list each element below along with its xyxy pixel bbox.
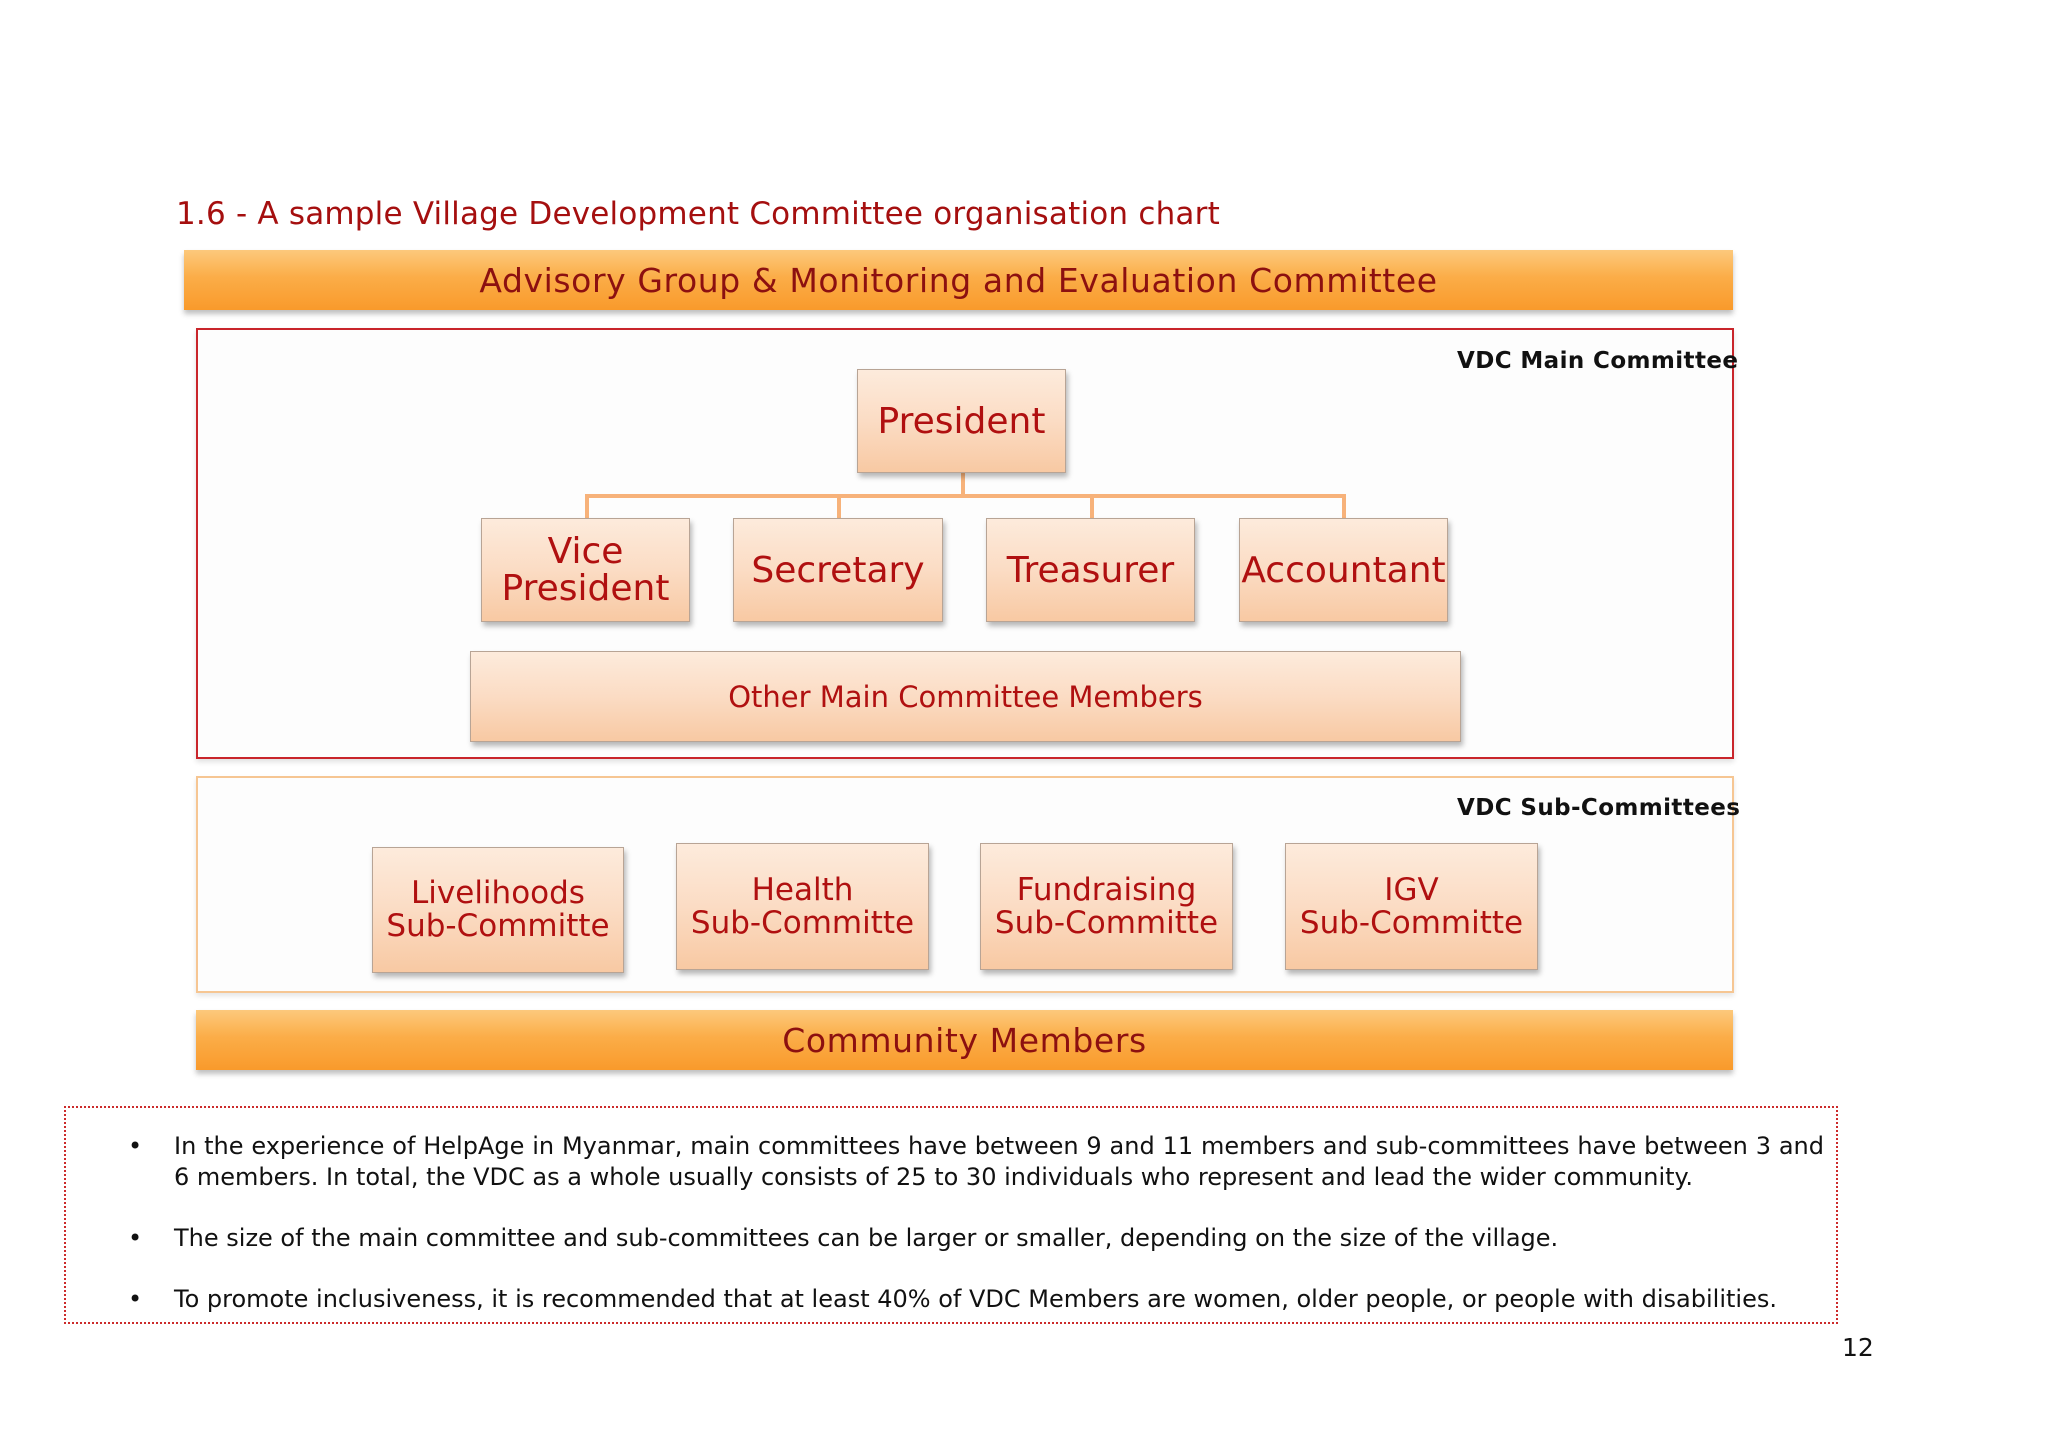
sub-committees-label: VDC Sub-Committees (1457, 795, 1741, 821)
other-members-label: Other Main Committee Members (728, 679, 1203, 714)
connector-president-down (961, 472, 965, 496)
connector-accountant (1342, 494, 1346, 518)
officer-box-treasurer (986, 518, 1195, 622)
officer-box-vice-president (481, 518, 690, 622)
sub-committee-box-fundraising (980, 843, 1233, 970)
section-heading: 1.6 - A sample Village Development Committee organisation chart (176, 196, 1220, 232)
sub-committee-name: Health (751, 871, 854, 908)
president-box (857, 369, 1066, 473)
sub-committee-name: Livelihoods (411, 875, 585, 911)
sub-committee-name: IGV (1384, 871, 1439, 908)
main-committee-label: VDC Main Committee (1457, 348, 1739, 374)
page-number: 12 (1842, 1333, 1874, 1362)
officer-box-accountant (1239, 518, 1448, 622)
connector-treasurer (1090, 494, 1094, 518)
president-label: President (877, 400, 1046, 442)
note-item: • The size of the main committee and sub-committees can be larger or smaller, depending on the size of the village. (174, 1223, 1824, 1254)
community-members-label: Community Members (782, 1020, 1147, 1060)
officer-label: Treasurer (1006, 549, 1175, 591)
officer-label-line2: President (501, 568, 670, 609)
sub-committee-box-health (676, 843, 929, 970)
sub-committee-suffix: Sub-Committe (690, 904, 915, 941)
notes-box (64, 1106, 1838, 1324)
note-item: • In the experience of HelpAge in Myanmar, main committees have between 9 and 11 members and sub-committees have between 3 and 6 members. In total, the VDC as a whole usually consists of 25 to 30 individuals who represent and lead the wider community. (174, 1131, 1824, 1193)
other-members-box (470, 651, 1461, 742)
connector-secretary (837, 494, 841, 518)
community-members-bar (196, 1010, 1733, 1070)
connector-vice-president (585, 494, 589, 518)
advisory-group-bar (184, 250, 1733, 310)
sub-committee-box-igv (1285, 843, 1538, 970)
sub-committee-box-livelihoods (372, 847, 624, 973)
officer-label: Secretary (751, 549, 925, 591)
sub-committee-suffix: Sub-Committe (386, 908, 610, 944)
sub-committee-suffix: Sub-Committe (1299, 904, 1524, 941)
officer-label-line1: Vice (547, 531, 624, 572)
connector-horizontal (585, 494, 1345, 498)
note-item: • To promote inclusiveness, it is recommended that at least 40% of VDC Members are women, older people, or people with disabilities. (174, 1284, 1824, 1315)
officer-box-secretary (733, 518, 943, 622)
officer-label: Accountant (1241, 549, 1446, 591)
sub-committee-suffix: Sub-Committe (994, 904, 1219, 941)
advisory-group-label: Advisory Group & Monitoring and Evaluation Committee (479, 260, 1438, 300)
sub-committee-name: Fundraising (1016, 871, 1197, 908)
